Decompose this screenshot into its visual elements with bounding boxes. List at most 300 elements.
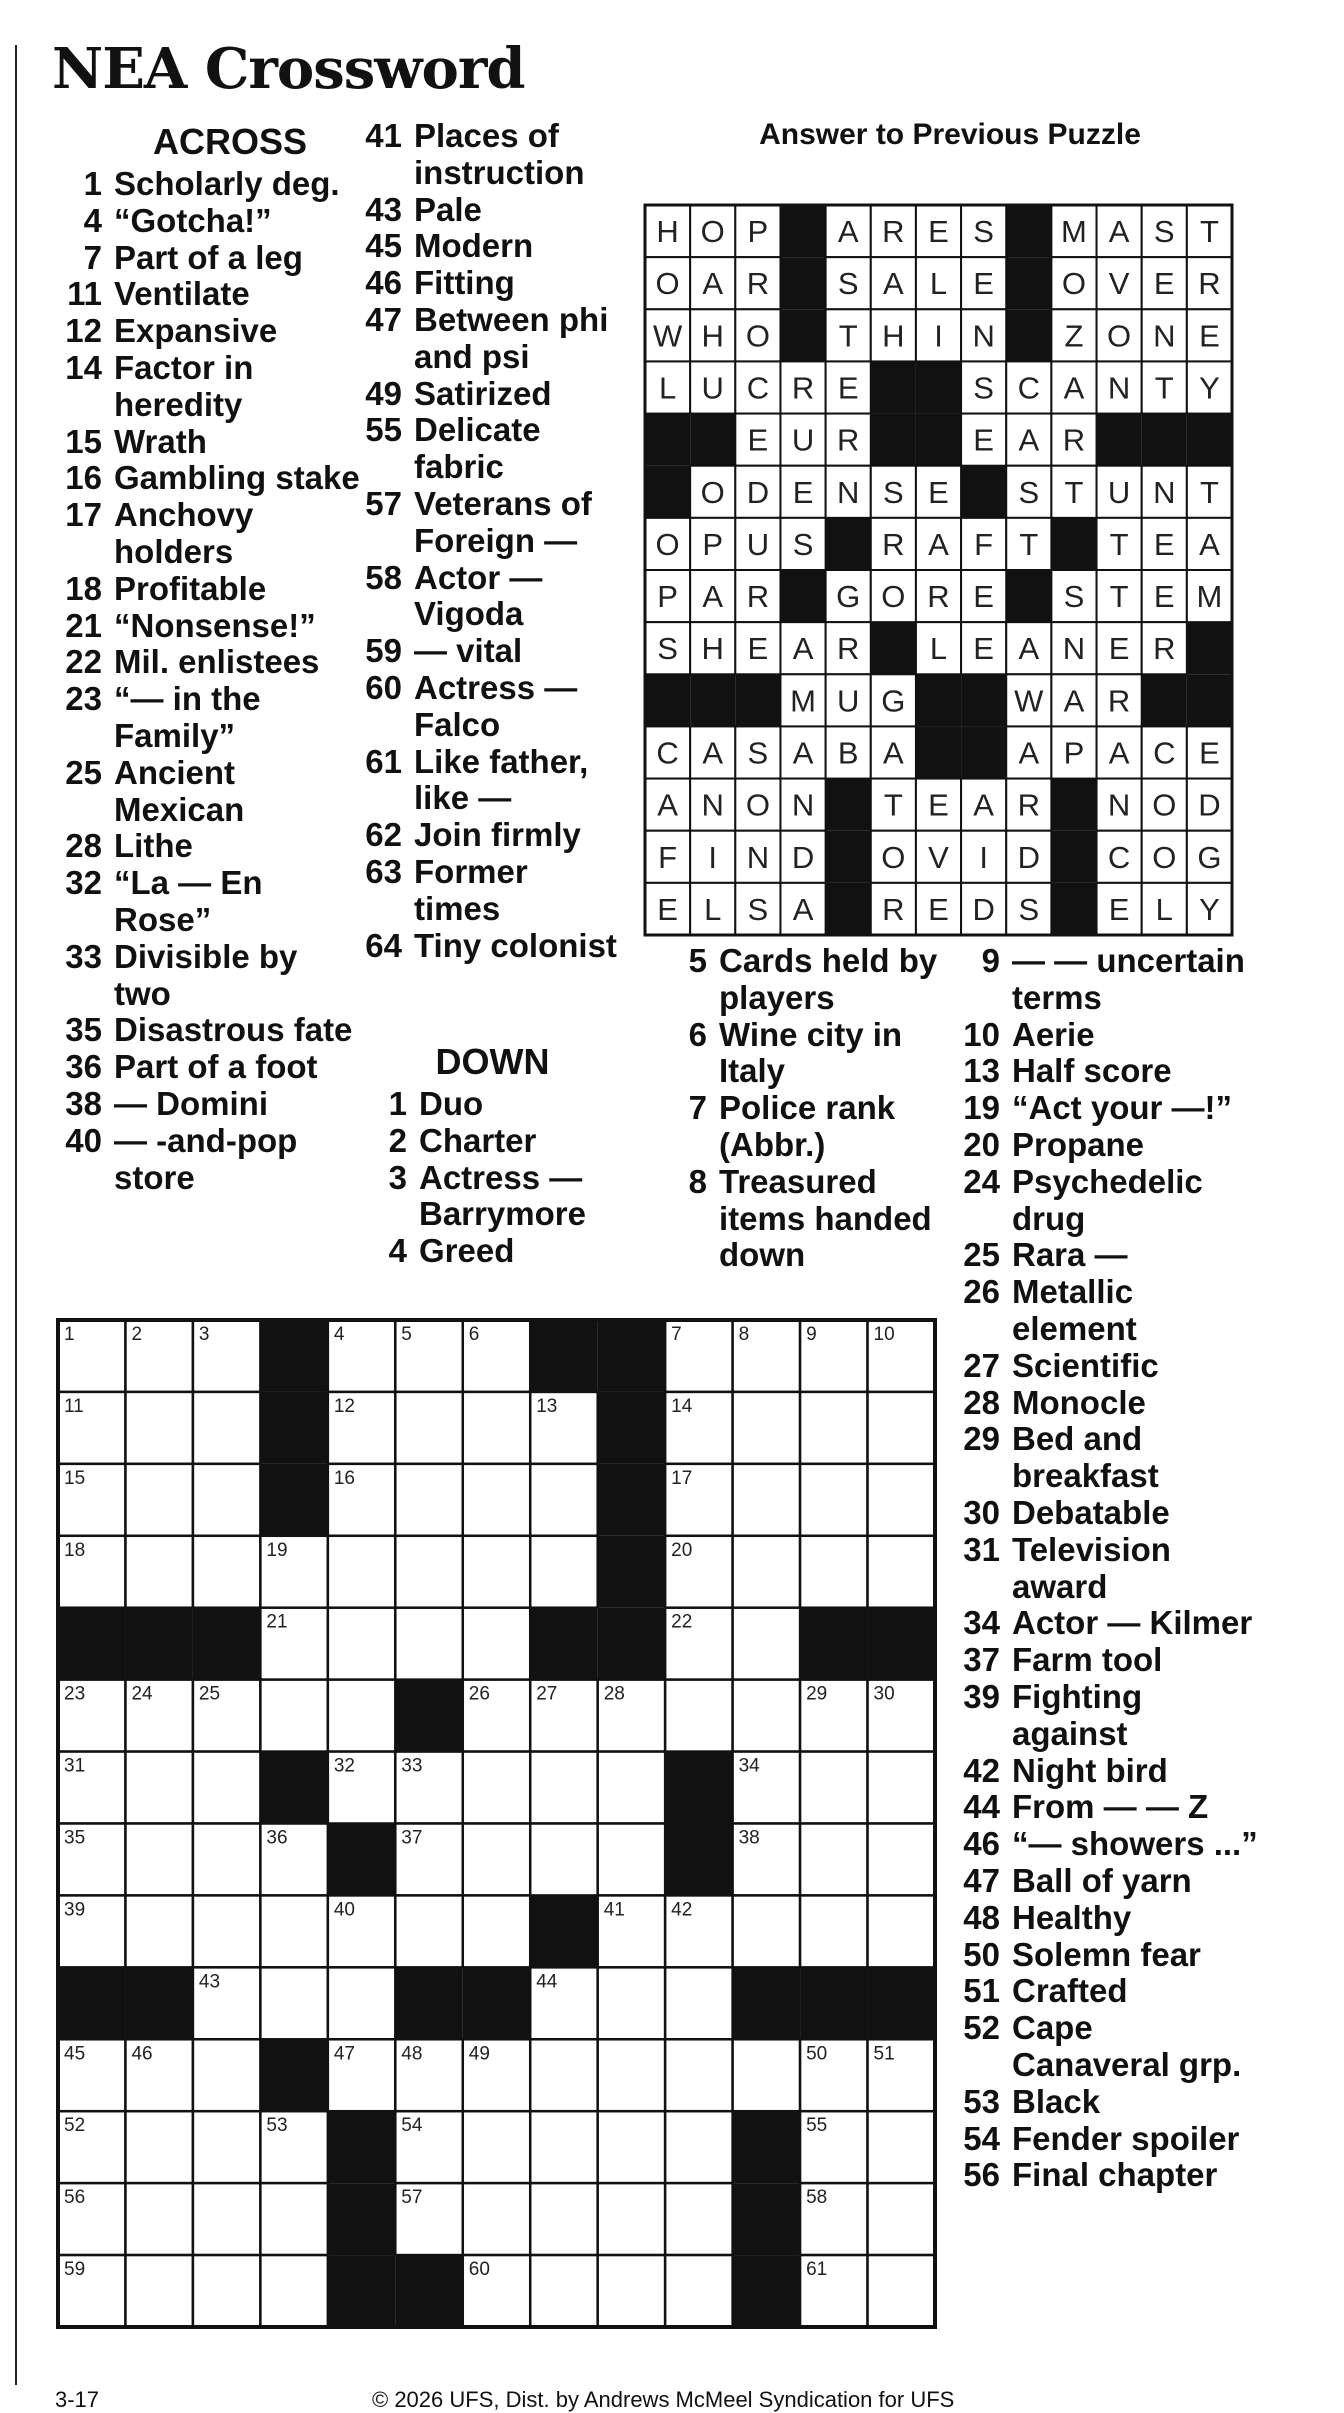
answer-letter: O	[1107, 318, 1132, 354]
puzzle-cell	[530, 1824, 597, 1896]
answer-heading: Answer to Previous Puzzle	[759, 118, 1141, 151]
cell-number: 11	[64, 1395, 84, 1417]
clue-text: Ball of yarn	[1012, 1861, 1192, 1899]
answer-letter: O	[700, 474, 725, 510]
clue-number: 52	[963, 2009, 1000, 2047]
clue-text: Debatable	[1012, 1493, 1170, 1531]
answer-letter: D	[791, 839, 815, 875]
answer-letter: R	[1107, 683, 1131, 719]
clue-number: 55	[365, 411, 402, 449]
answer-black-square	[1051, 831, 1096, 883]
answer-letter: A	[792, 735, 814, 771]
cell-number: 55	[806, 2115, 828, 2137]
clue-text: Psychedelic drug	[1012, 1162, 1203, 1237]
answer-letter: N	[1153, 474, 1176, 510]
cell-number: 18	[64, 1539, 86, 1561]
puzzle-black-square	[328, 1824, 395, 1896]
puzzle-cell	[193, 2183, 260, 2255]
answer-letter: O	[881, 579, 906, 615]
answer-letter: T	[1199, 214, 1219, 250]
clue-number: 9	[981, 942, 1000, 979]
clue-number: 13	[963, 1052, 1000, 1090]
answer-letter: S	[1018, 891, 1040, 927]
cell-number: 24	[131, 1683, 153, 1705]
puzzle-cell	[463, 2183, 530, 2255]
answer-black-square	[871, 414, 916, 466]
answer-letter: L	[704, 891, 722, 927]
clue-text: “— in the Family”	[114, 680, 261, 754]
cell-number: 34	[738, 1755, 760, 1777]
clue-number: 29	[963, 1420, 1000, 1458]
clue-text: Join firmly	[414, 816, 581, 854]
clue-number: 14	[65, 348, 102, 386]
answer-letter: U	[746, 526, 770, 562]
answer-black-square	[1187, 414, 1232, 466]
answer-black-square	[690, 674, 735, 726]
puzzle-cell	[868, 2111, 935, 2183]
answer-black-square	[1006, 257, 1051, 309]
clue-number: 18	[65, 569, 102, 607]
cell-number: 41	[603, 1899, 625, 1921]
clue-number: 33	[65, 937, 102, 975]
answer-letter: C	[656, 735, 679, 771]
clue-text: Veterans of Foreign —	[414, 484, 592, 559]
cell-number: 1	[64, 1324, 75, 1345]
puzzle-cell	[125, 2111, 192, 2183]
answer-letter: E	[973, 422, 994, 458]
cell-number: 50	[806, 2043, 828, 2065]
cell-number: 29	[806, 1683, 828, 1705]
answer-letter: R	[836, 422, 860, 458]
puzzle-black-square	[598, 1320, 665, 1392]
answer-letter: A	[1063, 683, 1085, 719]
puzzle-cell	[868, 2255, 935, 2327]
clue-number: 51	[963, 1972, 1000, 2010]
answer-black-square	[826, 883, 871, 935]
clue-number: 35	[65, 1011, 102, 1049]
puzzle-cell	[395, 1608, 462, 1680]
puzzle-cell	[598, 2039, 665, 2111]
clue-number: 48	[963, 1898, 1000, 1936]
cell-number: 25	[198, 1683, 221, 1705]
puzzle-cell	[125, 1536, 192, 1608]
answer-letter: A	[702, 266, 724, 302]
answer-letter: N	[701, 787, 724, 823]
answer-letter: G	[836, 579, 861, 615]
answer-letter: S	[792, 526, 814, 562]
cell-number: 27	[536, 1683, 558, 1705]
clue-number: 61	[365, 742, 402, 780]
answer-letter: C	[1107, 839, 1131, 875]
answer-letter: W	[652, 318, 683, 354]
puzzle-cell	[463, 2111, 530, 2183]
answer-letter: R	[746, 579, 770, 615]
puzzle-black-square	[665, 1824, 732, 1896]
puzzle-cell	[125, 1392, 192, 1464]
clue-text: Rara —	[1012, 1236, 1128, 1274]
puzzle-cell	[328, 1536, 395, 1608]
clue-number: 2	[388, 1121, 407, 1159]
puzzle-cell	[733, 1392, 800, 1464]
clue-text: Ventilate	[114, 275, 250, 313]
clue-number: 15	[65, 422, 102, 460]
answer-letter: E	[1153, 579, 1175, 615]
answer-letter: O	[700, 214, 725, 250]
puzzle-black-square	[193, 1608, 260, 1680]
clue-text: Actress — Falco	[414, 668, 578, 743]
answer-letter: E	[928, 891, 949, 927]
clue-text: Cape Canaveral grp.	[1012, 2009, 1242, 2083]
answer-black-square	[1187, 674, 1232, 726]
cell-number: 53	[266, 2115, 288, 2137]
answer-letter: E	[1108, 891, 1130, 927]
answer-letter: E	[1153, 526, 1175, 562]
clue-number: 30	[963, 1493, 1000, 1531]
clue-number: 17	[65, 496, 102, 534]
puzzle-cell	[395, 1536, 462, 1608]
puzzle-cell	[530, 1752, 597, 1824]
clue-text: Ancient Mexican	[114, 753, 245, 828]
answer-black-square	[780, 257, 825, 309]
clue-text: Places of instruction	[414, 117, 585, 191]
puzzle-cell	[665, 2111, 732, 2183]
clue-number: 22	[65, 643, 102, 681]
puzzle-cell	[733, 1680, 800, 1752]
clue-number: 11	[67, 275, 102, 313]
clue-number: 3	[388, 1158, 407, 1196]
puzzle-cell	[328, 1608, 395, 1680]
cell-number: 3	[198, 1324, 210, 1345]
clue-text: — vital	[414, 632, 523, 670]
clue-number: 47	[365, 300, 402, 338]
cell-number: 9	[806, 1324, 817, 1345]
puzzle-cell	[125, 2183, 192, 2255]
puzzle-black-square	[868, 1608, 935, 1680]
puzzle-cell	[868, 2183, 935, 2255]
answer-letter: G	[881, 683, 906, 719]
cell-number: 58	[806, 2187, 828, 2209]
clue-number: 46	[365, 264, 402, 302]
clue-text: Disastrous fate	[114, 1011, 353, 1049]
puzzle-cell	[733, 2039, 800, 2111]
answer-letter: N	[836, 474, 860, 510]
puzzle-black-square	[260, 1320, 327, 1392]
puzzle-black-square	[598, 1608, 665, 1680]
clue-text: Duo	[419, 1085, 484, 1122]
puzzle-cell	[260, 1967, 327, 2039]
puzzle-cell	[800, 1392, 867, 1464]
answer-letter: C	[746, 370, 770, 406]
clue-text: Fitting	[414, 264, 515, 302]
answer-letter: R	[882, 214, 905, 250]
clue-number: 54	[963, 2119, 1000, 2157]
puzzle-black-square	[260, 2039, 327, 2111]
clue-text: Divisible by two	[114, 937, 298, 1012]
answer-letter: O	[745, 318, 770, 354]
cell-number: 32	[333, 1755, 355, 1777]
clue-number: 47	[963, 1861, 1000, 1899]
clue-text: Television award	[1012, 1530, 1171, 1605]
answer-letter: P	[1063, 735, 1085, 771]
answer-letter: H	[701, 318, 724, 354]
answer-letter: S	[1018, 474, 1040, 510]
puzzle-cell	[665, 1967, 732, 2039]
answer-letter: S	[1063, 579, 1085, 615]
answer-letter: T	[1109, 579, 1129, 615]
answer-letter: N	[791, 787, 815, 823]
cell-number: 49	[468, 2043, 490, 2065]
puzzle-cell	[800, 1464, 867, 1536]
puzzle-black-square	[125, 1608, 192, 1680]
puzzle-cell	[125, 2255, 192, 2327]
clue-text: Night bird	[1012, 1751, 1168, 1789]
answer-letter: A	[883, 266, 904, 302]
puzzle-cell	[800, 1752, 867, 1824]
puzzle-cell	[125, 1752, 192, 1824]
answer-letter: S	[657, 631, 678, 667]
puzzle-black-square	[800, 1608, 867, 1680]
puzzle-cell	[800, 1536, 867, 1608]
answer-letter: O	[881, 839, 906, 875]
cell-number: 51	[873, 2043, 895, 2065]
puzzle-cell	[868, 1895, 935, 1967]
answer-letter: E	[1199, 318, 1220, 354]
puzzle-cell	[193, 1464, 260, 1536]
clue-text: From — — Z	[1012, 1788, 1209, 1826]
clue-text: Fender spoiler	[1012, 2119, 1240, 2157]
answer-black-square	[1006, 309, 1051, 361]
answer-black-square	[645, 414, 690, 466]
answer-letter: Y	[1199, 891, 1220, 927]
clue-number: 19	[963, 1089, 1000, 1127]
puzzle-black-square	[800, 1967, 867, 2039]
puzzle-cell	[665, 2183, 732, 2255]
answer-letter: A	[883, 735, 904, 771]
answer-black-square	[826, 831, 871, 883]
cell-number: 8	[738, 1324, 750, 1345]
answer-letter: A	[792, 891, 814, 927]
puzzle-black-square	[733, 2255, 800, 2327]
puzzle-cell	[598, 2183, 665, 2255]
cell-number: 39	[64, 1899, 86, 1921]
answer-letter: W	[1014, 683, 1044, 719]
cell-number: 13	[536, 1395, 558, 1417]
cell-number: 57	[401, 2187, 423, 2209]
puzzle-cell	[260, 1680, 327, 1752]
puzzle-cell	[733, 1895, 800, 1967]
puzzle-black-square	[733, 2183, 800, 2255]
answer-black-square	[1006, 570, 1051, 622]
answer-letter: I	[708, 839, 718, 875]
cell-number: 17	[671, 1467, 693, 1489]
puzzle-black-square	[58, 1608, 125, 1680]
clue-text: Black	[1012, 2082, 1101, 2120]
answer-black-square	[780, 205, 825, 257]
puzzle-cell	[395, 1895, 462, 1967]
answer-black-square	[735, 674, 780, 726]
clue-number: 62	[365, 816, 402, 854]
puzzle-cell	[530, 2183, 597, 2255]
cell-number: 7	[671, 1324, 682, 1345]
answer-letter: O	[655, 526, 680, 562]
answer-letter: E	[747, 422, 769, 458]
puzzle-cell	[868, 1824, 935, 1896]
puzzle-cell	[665, 2255, 732, 2327]
down-heading: DOWN	[435, 1041, 550, 1082]
answer-letter: T	[1199, 474, 1219, 510]
puzzle-cell	[598, 1967, 665, 2039]
cell-number: 42	[671, 1899, 693, 1921]
answer-letter: A	[1108, 214, 1130, 250]
clue-number: 60	[365, 668, 402, 706]
cell-number: 43	[198, 1971, 221, 1993]
answer-letter: V	[928, 839, 949, 875]
answer-letter: A	[1108, 735, 1130, 771]
cell-number: 36	[266, 1827, 288, 1849]
answer-black-square	[916, 361, 961, 413]
answer-letter: T	[838, 318, 858, 354]
clue-number: 23	[65, 680, 102, 718]
answer-letter: P	[747, 214, 769, 250]
answer-letter: T	[1064, 474, 1084, 510]
answer-letter: A	[702, 735, 724, 771]
clue-text: Lithe	[114, 827, 193, 865]
cell-number: 2	[131, 1324, 143, 1345]
puzzle-cell	[733, 1536, 800, 1608]
answer-letter: H	[882, 318, 905, 354]
clue-number: 1	[83, 165, 102, 202]
puzzle-cell	[598, 2255, 665, 2327]
page-title: NEA Crossword	[52, 36, 525, 102]
puzzle-black-square	[530, 1895, 597, 1967]
clue-number: 4	[83, 201, 102, 239]
clue-text: Bed and breakfast	[1012, 1420, 1159, 1495]
answer-letter: A	[702, 579, 724, 615]
answer-letter: G	[1197, 839, 1222, 875]
clue-number: 7	[83, 238, 102, 276]
clue-number: 20	[963, 1125, 1000, 1163]
puzzle-cell	[463, 1824, 530, 1896]
answer-letter: O	[1152, 839, 1177, 875]
cell-number: 52	[64, 2115, 86, 2137]
answer-letter: A	[1199, 526, 1220, 562]
answer-letter: S	[747, 891, 769, 927]
puzzle-black-square	[395, 1680, 462, 1752]
answer-letter: I	[934, 318, 943, 354]
answer-letter: A	[1018, 735, 1040, 771]
clue-number: 16	[65, 459, 102, 497]
answer-letter: S	[1153, 214, 1175, 250]
clue-number: 45	[365, 227, 402, 265]
clue-number: 25	[963, 1236, 1000, 1274]
clue-text: Half score	[1012, 1052, 1172, 1090]
clue-text: Solemn fear	[1012, 1935, 1201, 1973]
puzzle-black-square	[395, 1967, 462, 2039]
answer-letter: R	[1153, 631, 1176, 667]
clue-text: Scientific	[1012, 1346, 1159, 1384]
puzzle-cell	[463, 1895, 530, 1967]
answer-black-square	[645, 466, 690, 518]
answer-letter: A	[973, 787, 994, 823]
cell-number: 45	[64, 2043, 86, 2065]
puzzle-cell	[868, 1752, 935, 1824]
clue-number: 49	[365, 374, 402, 412]
answer-letter: R	[882, 526, 905, 562]
answer-letter: A	[928, 526, 949, 562]
answer-letter: E	[837, 370, 859, 406]
clue-text: — — uncertain terms	[1012, 942, 1245, 1016]
puzzle-cell	[193, 2039, 260, 2111]
puzzle-cell	[665, 2039, 732, 2111]
clue-text: Satirized	[414, 374, 552, 412]
answer-letter: S	[747, 735, 769, 771]
answer-letter: P	[657, 579, 678, 615]
puzzle-cell	[598, 1824, 665, 1896]
cell-number: 47	[333, 2043, 355, 2065]
answer-letter: M	[1061, 214, 1087, 250]
clue-text: “Nonsense!”	[114, 606, 316, 644]
cell-number: 14	[671, 1395, 693, 1417]
clue-number: 43	[365, 190, 402, 228]
cell-number: 35	[64, 1827, 86, 1849]
puzzle-black-square	[260, 1464, 327, 1536]
clue-text: Cards held by players	[719, 942, 938, 1016]
puzzle-cell	[193, 1824, 260, 1896]
clue-text: Like father, like —	[414, 742, 589, 817]
puzzle-cell	[395, 1464, 462, 1536]
answer-letter: C	[1017, 370, 1041, 406]
answer-letter: N	[1107, 787, 1131, 823]
clue-number: 6	[688, 1015, 707, 1053]
clue-text: Wine city in Italy	[719, 1015, 903, 1090]
answer-black-square	[961, 726, 1006, 778]
clue-text: Scholarly deg.	[114, 165, 340, 202]
copyright: © 2026 UFS, Dist. by Andrews McMeel Syndication for UFS	[372, 2387, 955, 2412]
cell-number: 4	[333, 1324, 345, 1345]
puzzle-cell	[125, 1895, 192, 1967]
cell-number: 61	[806, 2259, 828, 2281]
answer-letter: L	[929, 631, 948, 667]
puzzle-cell	[193, 2111, 260, 2183]
puzzle-cell	[260, 2183, 327, 2255]
puzzle-cell	[193, 1392, 260, 1464]
puzzle-cell	[260, 1895, 327, 1967]
clue-text: Farm tool	[1012, 1641, 1163, 1679]
answer-letter: H	[656, 214, 679, 250]
puzzle-black-square	[58, 1967, 125, 2039]
answer-black-square	[1051, 518, 1096, 570]
clue-number: 10	[963, 1015, 1000, 1053]
clue-number: 28	[65, 827, 102, 865]
clue-number: 44	[963, 1788, 1000, 1826]
answer-letter: V	[1108, 266, 1130, 302]
clue-text: Police rank (Abbr.)	[719, 1089, 896, 1163]
puzzle-cell	[260, 2255, 327, 2327]
clue-number: 12	[65, 312, 102, 350]
cell-number: 38	[738, 1827, 760, 1849]
puzzle-cell	[800, 1824, 867, 1896]
answer-letter: P	[702, 526, 724, 562]
clue-number: 56	[963, 2156, 1000, 2194]
answer-letter: O	[745, 787, 770, 823]
puzzle-black-square	[463, 1967, 530, 2039]
answer-letter: D	[746, 474, 770, 510]
answer-letter: R	[927, 579, 950, 615]
answer-letter: A	[792, 631, 814, 667]
answer-black-square	[1051, 779, 1096, 831]
puzzle-black-square	[665, 1752, 732, 1824]
clue-text: Healthy	[1012, 1898, 1132, 1936]
